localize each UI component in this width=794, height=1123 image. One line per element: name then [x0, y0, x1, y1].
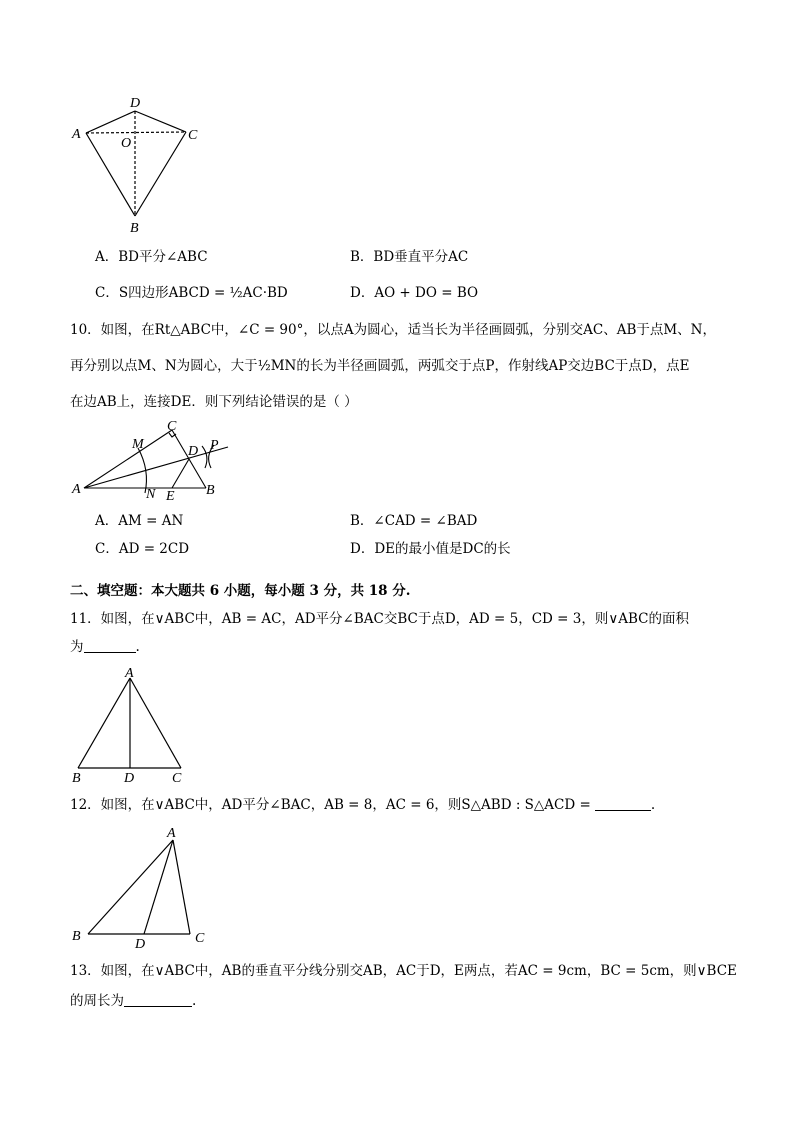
q11-stem-line1: 11．如图，在∨ABC中，AB = AC，AD平分∠BAC交BC于点D，AD = 5，CD = 3，则∨ABC的面积 [70, 611, 689, 627]
q10-stem-line1: 10．如图，在Rt△ABC中，∠C = 90°，以点A为圆心，适当长为半径画圆弧，分别交AC、AB于点M、N， [70, 322, 716, 338]
label-b: B [206, 483, 215, 498]
q13-stem-line1: 13．如图，在∨ABC中，AB的垂直平分线分别交AB，AC于D，E两点，若AC = 9cm，BC = 5cm，则∨BCE [70, 963, 737, 979]
q12-stem-line1: 12．如图，在∨ABC中，AD平分∠BAC，AB = 8，AC = 6，则S△ABD : S△ACD = . [70, 797, 656, 813]
segment-ad [86, 111, 135, 133]
label-b: B [72, 771, 81, 786]
segment-cb [135, 132, 186, 216]
option-letter: B． [350, 249, 374, 265]
q10-stem-line2: 再分别以点M、N为圆心，大于½MN的长为半径画圆弧，两弧交于点P，作射线AP交边BC于点D，点E [70, 358, 690, 374]
label-o: O [121, 136, 132, 151]
segment-ac [84, 430, 172, 488]
label-b: B [130, 221, 139, 235]
label-a: A [167, 826, 176, 841]
q9-option-a[interactable] [95, 247, 208, 267]
option-letter: D． [350, 541, 375, 557]
option-text: DE的最小值是DC的长 [374, 541, 511, 557]
q10-stem-line3: 在边AB上，连接DE．则下列结论错误的是（ ） [70, 394, 358, 410]
option-letter: A． [95, 513, 119, 529]
option-text: BD垂直平分AC [373, 249, 469, 265]
option-letter: C． [95, 285, 119, 301]
option-letter: B． [350, 513, 374, 529]
section-heading: 二、填空题：本大题共 6 小题，每小题 3 分，共 18 分. [70, 583, 411, 599]
label-n: N [146, 487, 156, 502]
label-c: C [188, 128, 198, 143]
option-text: AO + DO = BO [374, 285, 479, 301]
figure-right-triangle-bisector [68, 418, 238, 504]
figure-triangle-bisector [68, 820, 218, 952]
label-a: A [125, 666, 134, 681]
option-text: AM = AN [118, 513, 184, 529]
q13-stem-text: 的周长为 [70, 993, 124, 1009]
label-c: C [167, 419, 177, 434]
option-letter: D． [350, 285, 375, 301]
segment-ab [78, 678, 130, 768]
answer-blank[interactable] [84, 638, 136, 653]
label-d: D [124, 771, 135, 786]
q10-option-c[interactable] [95, 539, 189, 559]
segment-de [172, 459, 189, 488]
option-text: AD = 2CD [118, 541, 190, 557]
label-c: C [195, 931, 205, 946]
label-m: M [132, 437, 144, 452]
label-c: C [172, 771, 182, 786]
figure-isosceles-triangle [68, 664, 198, 786]
label-a: A [72, 482, 81, 497]
label-d: D [130, 96, 141, 111]
q11-stem-text: 为 [70, 639, 84, 655]
option-text: ∠CAD = ∠BAD [373, 513, 478, 529]
segment-ad [144, 840, 173, 934]
q12-stem-text: 12．如图，在∨ABC中，AD平分∠BAC，AB = 8，AC = 6，则S△ABD : S△ACD = [70, 797, 591, 813]
segment-ab [88, 840, 173, 934]
option-letter: C． [95, 541, 119, 557]
answer-blank[interactable] [124, 992, 192, 1007]
q9-option-b[interactable] [350, 247, 468, 267]
q10-option-b[interactable] [350, 511, 477, 531]
label-b: B [72, 929, 81, 944]
option-letter: A． [95, 249, 119, 265]
segment-ac-dashed [86, 132, 186, 133]
label-e: E [166, 489, 175, 504]
segment-ac [173, 840, 190, 934]
option-text: BD平分∠ABC [118, 249, 208, 265]
q10-option-d[interactable] [350, 539, 511, 559]
label-d: D [188, 444, 199, 459]
q11-stem-line2: 为 . [70, 639, 140, 655]
q13-stem-line2: 的周长为 . [70, 993, 197, 1009]
figure-kite-abcd [68, 93, 228, 235]
segment-dc [135, 111, 186, 132]
segment-ac [130, 678, 181, 768]
q9-option-d[interactable] [350, 283, 478, 303]
q10-option-a[interactable] [95, 511, 183, 531]
arc-p1 [202, 446, 207, 468]
option-text: S四边形ABCD = ½AC·BD [118, 285, 288, 301]
label-d: D [135, 937, 146, 952]
label-p: P [210, 438, 219, 453]
answer-blank[interactable] [595, 796, 651, 811]
q9-option-c[interactable] [95, 283, 288, 303]
label-a: A [72, 127, 81, 142]
